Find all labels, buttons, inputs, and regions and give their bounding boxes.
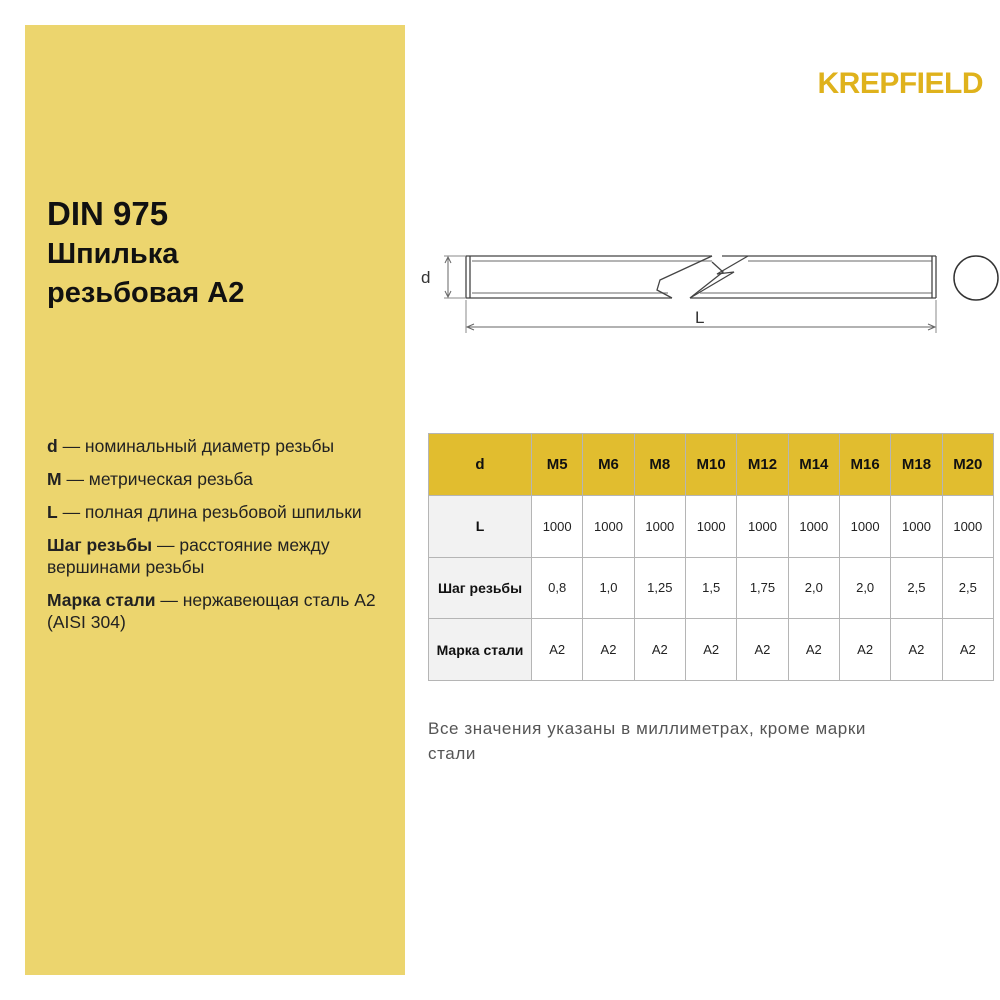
table-cell: 1,75 — [737, 557, 788, 619]
size-cell: M18 — [891, 434, 942, 496]
standard-title: DIN 975 — [47, 195, 169, 232]
size-cell: M20 — [942, 434, 993, 496]
table-cell: A2 — [532, 619, 583, 681]
size-cell: M12 — [737, 434, 788, 496]
product-title — [47, 193, 244, 313]
size-cell: M6 — [583, 434, 634, 496]
table-cell: 1000 — [532, 496, 583, 558]
table-cell: 1000 — [788, 496, 839, 558]
legend-term: d — [47, 436, 58, 456]
table-cell: 1000 — [942, 496, 993, 558]
table-cell: 2,5 — [942, 557, 993, 619]
legend-item — [47, 435, 392, 457]
table-cell: A2 — [839, 619, 890, 681]
size-cell: M16 — [839, 434, 890, 496]
footnote: Все значения указаны в миллиметрах, кроме марки стали — [428, 719, 866, 763]
legend-term: Марка стали — [47, 590, 156, 610]
brand-logo: KREPFIELD — [817, 67, 983, 100]
table-cell: 1000 — [583, 496, 634, 558]
table-cell: 1,0 — [583, 557, 634, 619]
legend-desc: — полная длина резьбовой шпильки — [57, 502, 362, 522]
table-row — [429, 619, 994, 681]
table-cell: 1000 — [839, 496, 890, 558]
legend-desc: — метрическая резьба — [61, 469, 253, 489]
legend — [47, 435, 392, 644]
table-cell: 1000 — [634, 496, 685, 558]
legend-item — [47, 589, 392, 633]
table-cell: 1,5 — [685, 557, 736, 619]
legend-desc: — номинальный диаметр резьбы — [57, 436, 335, 456]
table-cell: 1,25 — [634, 557, 685, 619]
legend-item — [47, 501, 392, 523]
table-cell: A2 — [891, 619, 942, 681]
table-header-row — [429, 434, 994, 496]
legend-item — [47, 534, 392, 578]
row-label: L — [429, 496, 532, 558]
header-cell: d — [429, 434, 532, 496]
table-cell: 2,5 — [891, 557, 942, 619]
legend-term: Шаг резьбы — [47, 535, 153, 555]
dimension-d-label: d — [421, 268, 431, 287]
legend-term: M — [47, 469, 62, 489]
table-row — [429, 557, 994, 619]
table-cell: 2,0 — [839, 557, 890, 619]
product-name-line1: Шпилька — [47, 238, 179, 270]
info-panel — [25, 25, 405, 975]
legend-term: L — [47, 502, 58, 522]
table-cell: A2 — [942, 619, 993, 681]
dimension-L-label: L — [695, 308, 705, 327]
table-cell: A2 — [737, 619, 788, 681]
size-cell: M10 — [685, 434, 736, 496]
table-cell: 1000 — [685, 496, 736, 558]
product-name-line2: резьбовая А2 — [47, 277, 245, 309]
legend-desc: — нержавеющая сталь A2 (AISI 304) — [47, 590, 376, 632]
table-cell: A2 — [634, 619, 685, 681]
table-cell: 1000 — [737, 496, 788, 558]
size-cell: M8 — [634, 434, 685, 496]
row-label: Марка стали — [429, 619, 532, 681]
table-cell: A2 — [583, 619, 634, 681]
stud-drawing — [410, 235, 1000, 345]
row-label: Шаг резьбы — [429, 557, 532, 619]
size-cell: M5 — [532, 434, 583, 496]
table-cell: 0,8 — [532, 557, 583, 619]
table-cell: A2 — [685, 619, 736, 681]
table-cell: A2 — [788, 619, 839, 681]
table-row — [429, 496, 994, 558]
table-cell: 2,0 — [788, 557, 839, 619]
spec-table — [428, 433, 994, 681]
legend-item — [47, 468, 392, 490]
table-cell: 1000 — [891, 496, 942, 558]
size-cell: M14 — [788, 434, 839, 496]
legend-desc: — расстояние между вершинами резьбы — [47, 535, 330, 577]
